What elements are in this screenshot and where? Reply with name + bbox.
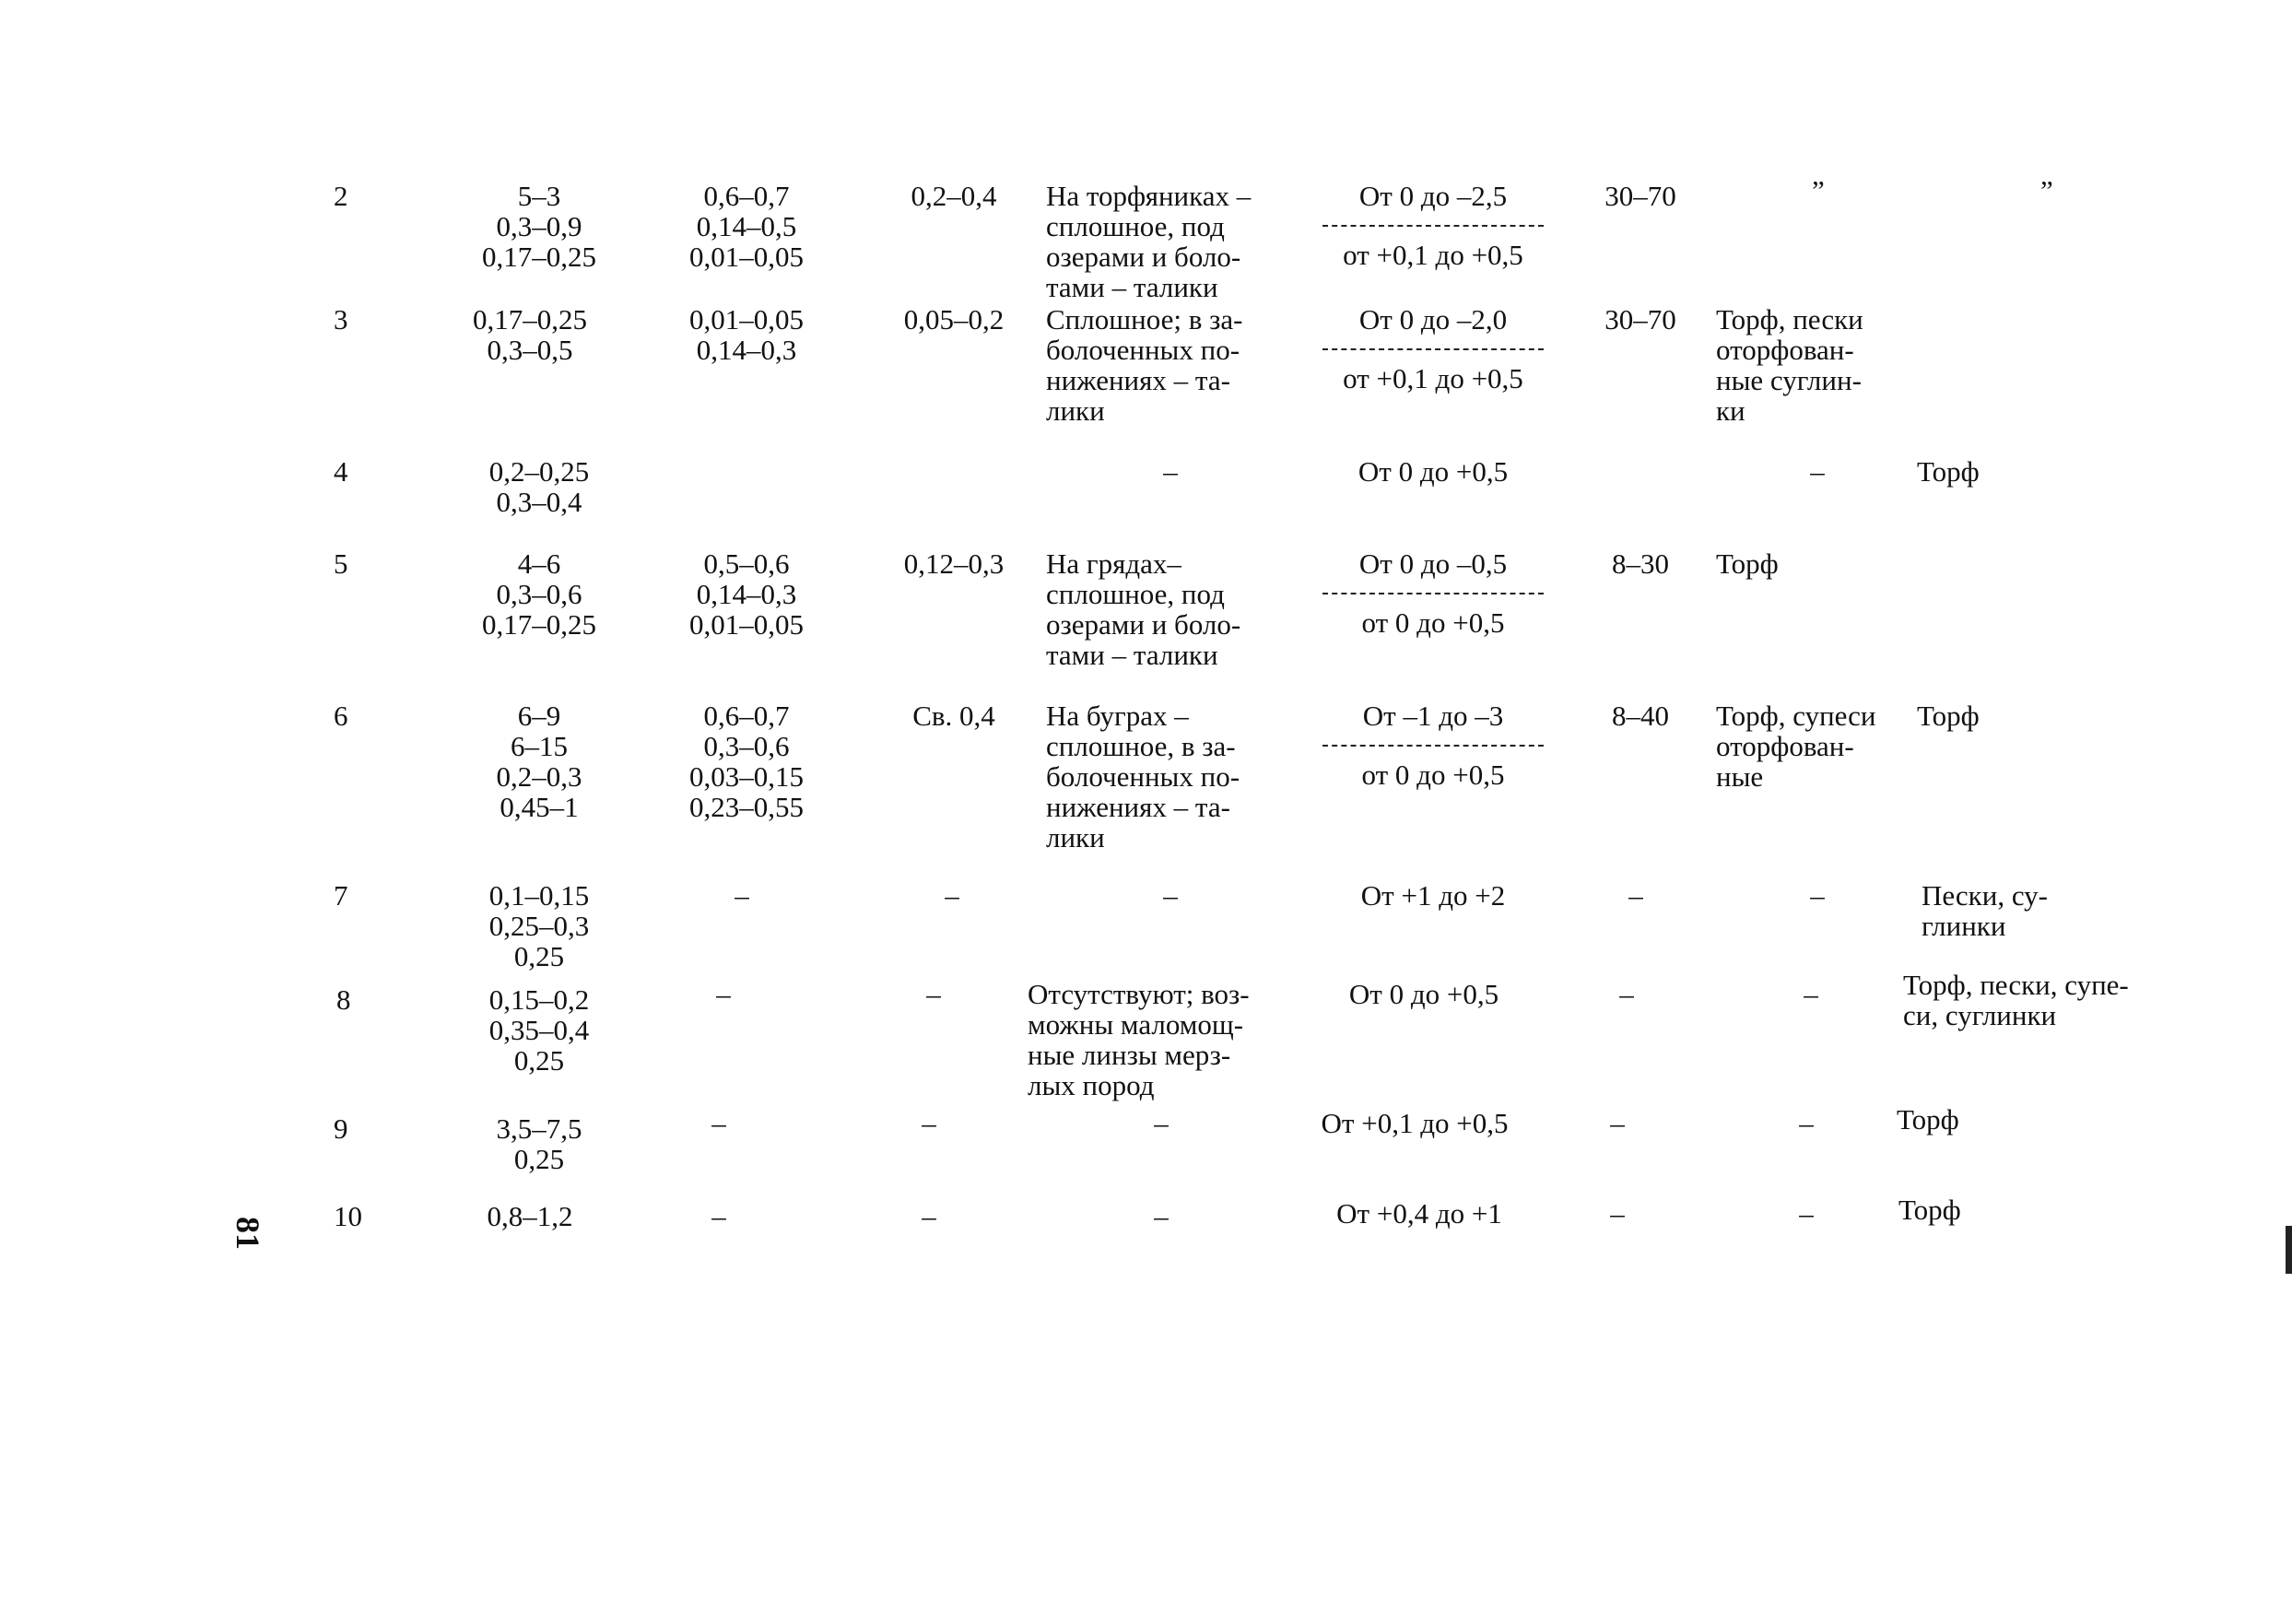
row-5-col8: Торф	[1716, 547, 1779, 580]
row-9-col7: –	[1610, 1107, 1625, 1139]
scan-edge-mark	[2286, 1226, 2292, 1274]
row-4-col9: Торф	[1917, 455, 1980, 488]
row-3-number: 3	[334, 303, 348, 335]
row-9-col3: –	[711, 1107, 726, 1139]
row-8-number: 8	[336, 983, 351, 1016]
row-10-number: 10	[334, 1200, 362, 1232]
row-6-col6-denominator: от 0 до +0,5	[1361, 759, 1505, 791]
row-8-col9: Торф, пески, супе- си, суглинки	[1903, 969, 2129, 1031]
row-6-col6-fraction	[1299, 700, 1567, 790]
row-6-col7: 8–40	[1612, 700, 1669, 732]
row-7-number: 7	[334, 879, 348, 912]
row-4-col6: От 0 до +0,5	[1358, 455, 1509, 488]
row-10-col5: –	[1154, 1200, 1169, 1232]
row-2-col6-denominator: от +0,1 до +0,5	[1343, 239, 1523, 271]
row-2-col2: 5–3 0,3–0,9 0,17–0,25	[482, 180, 596, 273]
row-2-col3: 0,6–0,7 0,14–0,5 0,01–0,05	[689, 180, 804, 273]
row-2-col6-fraction	[1299, 181, 1567, 270]
row-9-col5: –	[1154, 1107, 1169, 1139]
row-5-col4: 0,12–0,3	[903, 547, 1005, 580]
row-4-col2: 0,2–0,25 0,3–0,4	[488, 455, 590, 518]
row-10-col9: Торф	[1898, 1194, 1961, 1226]
row-3-col7: 30–70	[1604, 303, 1676, 335]
row-6-col5: На буграх – сплошное, в за- болоченных по- нижениях – та- лики	[1046, 700, 1240, 853]
row-3-col6-numerator: От 0 до –2,0	[1358, 303, 1508, 335]
row-10-col8: –	[1799, 1197, 1814, 1230]
row-3-col3: 0,01–0,05 0,14–0,3	[689, 303, 804, 366]
row-4-col8: –	[1810, 455, 1825, 488]
row-4-number: 4	[334, 455, 348, 488]
row-5-col3: 0,5–0,6 0,14–0,3 0,01–0,05	[689, 547, 804, 641]
row-3-col2: 0,17–0,25 0,3–0,5	[473, 303, 587, 366]
row-7-col2: 0,1–0,15 0,25–0,3 0,25	[488, 879, 590, 972]
row-3-col8: Торф, пески оторфован- ные суглин- ки	[1716, 303, 1863, 427]
row-6-col9: Торф	[1917, 700, 1980, 732]
row-3-col6-denominator: от +0,1 до +0,5	[1343, 362, 1523, 394]
row-5-number: 5	[334, 547, 348, 580]
fraction-bar	[1322, 348, 1544, 350]
row-3-col5: Сплошное; в за- болоченных по- нижениях – та- лики	[1046, 303, 1243, 427]
fraction-bar	[1322, 593, 1544, 594]
row-9-number: 9	[334, 1112, 348, 1145]
row-9-col6: От +0,1 до +0,5	[1321, 1107, 1509, 1139]
row-2-col6-numerator: От 0 до –2,5	[1358, 180, 1508, 212]
row-8-col3: –	[716, 978, 731, 1010]
row-2-col7: 30–70	[1604, 180, 1676, 212]
row-5-col6-denominator: от 0 до +0,5	[1361, 606, 1505, 639]
row-9-col8: –	[1799, 1107, 1814, 1139]
row-6-col3: 0,6–0,7 0,3–0,6 0,03–0,15 0,23–0,55	[689, 700, 804, 823]
row-5-col5: На грядах– сплошное, под озерами и боло- тами – талики	[1046, 547, 1241, 671]
row-6-col2: 6–9 6–15 0,2–0,3 0,45–1	[496, 700, 582, 823]
row-2-number: 2	[334, 180, 348, 212]
row-10-col6: От +0,4 до +1	[1336, 1197, 1502, 1230]
row-7-col5: –	[1163, 879, 1178, 912]
row-4-col5: –	[1163, 455, 1178, 488]
row-2-col5: На торфяниках – сплошное, под озерами и боло- тами – талики	[1046, 180, 1252, 303]
row-3-col6-fraction	[1299, 304, 1567, 394]
fraction-bar	[1322, 225, 1544, 227]
row-9-col9: Торф	[1897, 1103, 1959, 1136]
row-8-col5: Отсутствуют; воз- можны маломощ- ные линзы мерз- лых пород	[1028, 978, 1250, 1101]
row-2-col4: 0,2–0,4	[911, 180, 997, 212]
row-7-col4: –	[945, 879, 959, 912]
row-6-number: 6	[334, 700, 348, 732]
row-10-col2: 0,8–1,2	[487, 1200, 573, 1232]
row-5-col6-fraction	[1299, 548, 1567, 638]
row-7-col3: –	[735, 879, 749, 912]
row-9-col2: 3,5–7,5 0,25	[496, 1112, 582, 1175]
row-10-col7: –	[1610, 1197, 1625, 1230]
row-7-col9: Пески, су- глинки	[1922, 879, 2049, 942]
row-5-col2: 4–6 0,3–0,6 0,17–0,25	[482, 547, 596, 641]
row-3-col4: 0,05–0,2	[903, 303, 1005, 335]
row-7-col6: От +1 до +2	[1360, 879, 1506, 912]
row-9-col4: –	[922, 1107, 936, 1139]
row-6-col6-numerator: От –1 до –3	[1362, 700, 1504, 732]
page-number: 81	[229, 1217, 266, 1250]
row-8-col6: От 0 до +0,5	[1348, 978, 1499, 1010]
row-5-col6-numerator: От 0 до –0,5	[1358, 547, 1508, 580]
row-2-col9: ”	[2040, 174, 2053, 206]
row-10-col3: –	[711, 1200, 726, 1232]
row-8-col4: –	[926, 978, 941, 1010]
row-7-col7: –	[1628, 879, 1643, 912]
row-2-col8: ”	[1812, 174, 1825, 206]
row-8-col7: –	[1619, 978, 1634, 1010]
fraction-bar	[1322, 745, 1544, 747]
row-5-col7: 8–30	[1612, 547, 1669, 580]
row-10-col4: –	[922, 1200, 936, 1232]
row-7-col8: –	[1810, 879, 1825, 912]
row-6-col8: Торф, супеси оторфован- ные	[1716, 700, 1876, 793]
row-8-col2: 0,15–0,2 0,35–0,4 0,25	[488, 983, 590, 1077]
row-8-col8: –	[1804, 978, 1818, 1010]
row-6-col4: Св. 0,4	[912, 700, 995, 732]
